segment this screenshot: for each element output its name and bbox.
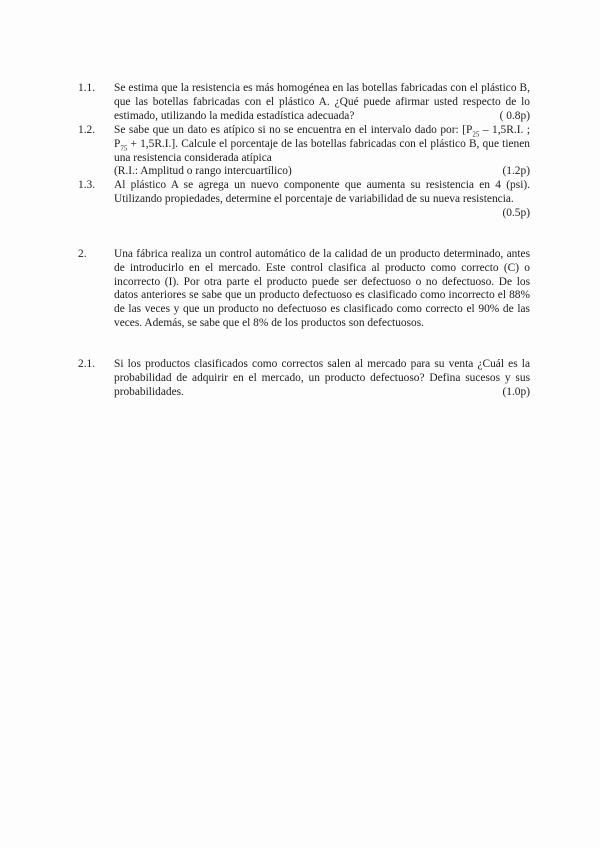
question-number: 2.1. xyxy=(78,358,96,370)
question-number: 1.2. xyxy=(78,124,96,136)
points-label: ( 0.8p) xyxy=(499,109,530,122)
question-text: Calcule el porcentaje de las botellas fabricadas con el plástico B, que tienen una resistencia considerada atípica xyxy=(114,137,530,164)
points-label: (1.2p) xyxy=(502,165,530,178)
question-text-block xyxy=(114,248,530,331)
question-text: Al plástico A se agrega un nuevo componente que aumenta su resistencia en 4 (psi). Utilizando propiedades, determine el porcentaje de variabilidad de su nueva resistencia. xyxy=(114,179,530,205)
question-text-block xyxy=(114,179,530,220)
points-label: (0.5p) xyxy=(502,206,530,219)
question-2 xyxy=(78,248,530,331)
question-number: 2. xyxy=(78,248,87,260)
question-text: Si los productos clasificados como correctos salen al mercado para su venta ¿Cuál es la probabilidad de adquirir en el mercado, un producto defectuoso? Defina sucesos y sus probabilidades. xyxy=(114,358,530,398)
question-text: Se estima que la resistencia es más homogénea en las botellas fabricadas con el plástico B, que las botellas fabricadas con el plástico A. ¿Qué puede afirmar usted respecto de lo estimado, utilizando la medida estadística adecuada? xyxy=(114,82,530,122)
question-2-1 xyxy=(78,358,530,399)
points-label: (1.0p) xyxy=(502,385,530,398)
question-number: 1.3. xyxy=(78,179,96,191)
interval-formula: [$P_{25} - 1,5R.I$. ; $P_{75} + 1,5R.I$.]. xyxy=(114,124,530,153)
question-1-2 xyxy=(78,124,530,179)
question-note: (R.I.: Amplitud o rango intercuartílico) xyxy=(114,165,292,178)
question-text-block xyxy=(114,82,530,123)
question-1-1 xyxy=(78,82,530,123)
question-number: 1.1. xyxy=(78,82,96,94)
question-intro: Se sabe que un dato es atípico si no se encuentra en el intervalo dado por: xyxy=(114,124,459,136)
question-text-block xyxy=(114,358,530,399)
question-text-block xyxy=(114,124,530,179)
question-text: Una fábrica realiza un control automático de la calidad de un producto determinado, antes de introducirlo en el mercado. Este control clasifica al producto como correcto (C) o incorrecto (I). Por otra parte el producto puede ser defectuoso o no defectuoso. De los datos anteriores se sabe que un producto defectuoso es clasificado como incorrecto el 88% de las veces y que un producto no defectuoso es clasificado como correcto el 90% de las veces. Además, se sabe que el 8% de los productos son defectuosos. xyxy=(114,248,530,329)
question-1-3 xyxy=(78,179,530,220)
question-note-line xyxy=(114,165,530,179)
